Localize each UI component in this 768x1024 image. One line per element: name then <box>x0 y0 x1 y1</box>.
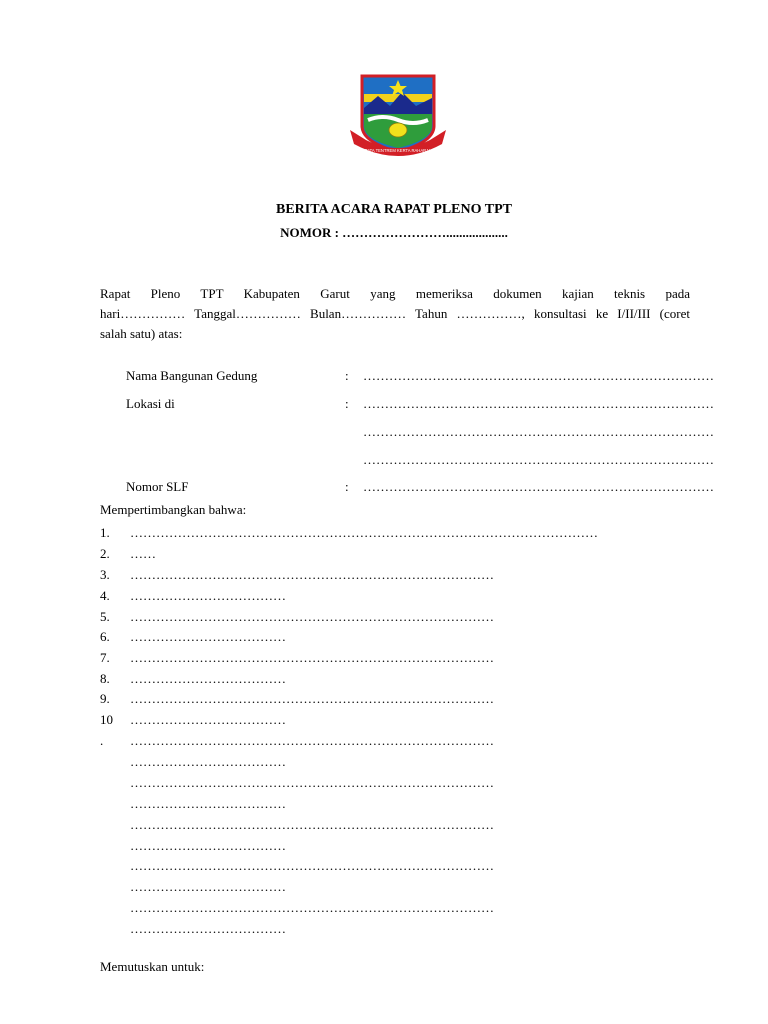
item-number: 6. <box>100 629 110 644</box>
item-blank: ………………………………………………………………………… <box>130 775 494 790</box>
item-blank: ……………………………… <box>130 754 286 769</box>
field-lokasi-blank-3: ……………………………………………………………………… <box>363 452 714 467</box>
field-lokasi-blank-2: ……………………………………………………………………… <box>363 424 714 439</box>
document-number: NOMOR : ……………………................... <box>280 225 508 240</box>
item-number: 3. <box>100 567 110 582</box>
item-blank: ……………………………… <box>130 921 286 936</box>
item-number: 1. <box>100 525 110 540</box>
item-blank: …… <box>130 546 156 561</box>
item-number: 5. <box>100 609 110 624</box>
item-number: 9. <box>100 691 110 706</box>
field-label: Nomor SLF <box>126 479 189 494</box>
item-number: 7. <box>100 650 110 665</box>
field-blank: ……………………………………………………………………… <box>363 396 714 411</box>
item-blank: ……………………………………………………………………………………………… <box>130 525 598 540</box>
item-blank: ……………………………… <box>130 712 286 727</box>
field-colon: : <box>345 396 349 411</box>
item-blank: ………………………………………………………………………… <box>130 650 494 665</box>
field-blank: ……………………………………………………………………… <box>363 368 714 383</box>
document-title: BERITA ACARA RAPAT PLENO TPT <box>276 202 512 217</box>
considerations-heading: Mempertimbangkan bahwa: <box>100 502 247 517</box>
item-blank: ………………………………………………………………………… <box>130 817 494 832</box>
intro-line-1: Rapat Pleno TPT Kabupaten Garut yang memeriksa dokumen kajian teknis pada <box>100 286 690 301</box>
item-blank: ……………………………… <box>130 629 286 644</box>
item-number: 10 <box>100 712 113 727</box>
item-number: 2. <box>100 546 110 561</box>
field-label: Nama Bangunan Gedung <box>126 368 258 383</box>
item-blank: ……………………………… <box>130 671 286 686</box>
item-blank: ……………………………… <box>130 588 286 603</box>
item-number: 4. <box>100 588 110 603</box>
intro-line-2: hari…………… Tanggal…………… Bulan…………… Tahun ……………, konsultasi ke I/II/III (coret <box>100 306 690 321</box>
item-blank: ……………………………… <box>130 838 286 853</box>
decision-heading: Memutuskan untuk: <box>100 959 205 974</box>
item-number: . <box>100 733 104 748</box>
field-blank: ……………………………………………………………………… <box>363 479 714 494</box>
item-blank: ……………………………… <box>130 796 286 811</box>
field-label: Lokasi di <box>126 396 175 411</box>
field-colon: : <box>345 479 349 494</box>
item-blank: ………………………………………………………………………… <box>130 733 494 748</box>
item-blank: ………………………………………………………………………… <box>130 858 494 873</box>
field-colon: : <box>345 368 349 383</box>
item-blank: ………………………………………………………………………… <box>130 567 494 582</box>
item-number: 8. <box>100 671 110 686</box>
garut-crest-logo <box>346 68 450 162</box>
item-blank: ………………………………………………………………………… <box>130 900 494 915</box>
item-blank: ………………………………………………………………………… <box>130 691 494 706</box>
item-blank: ……………………………… <box>130 879 286 894</box>
intro-paragraph <box>100 284 690 344</box>
intro-line-3: salah satu) atas: <box>100 326 183 341</box>
crest-motto-text: TATA TENTREM KERTA RAHARJA <box>364 148 432 153</box>
item-blank: ………………………………………………………………………… <box>130 609 494 624</box>
